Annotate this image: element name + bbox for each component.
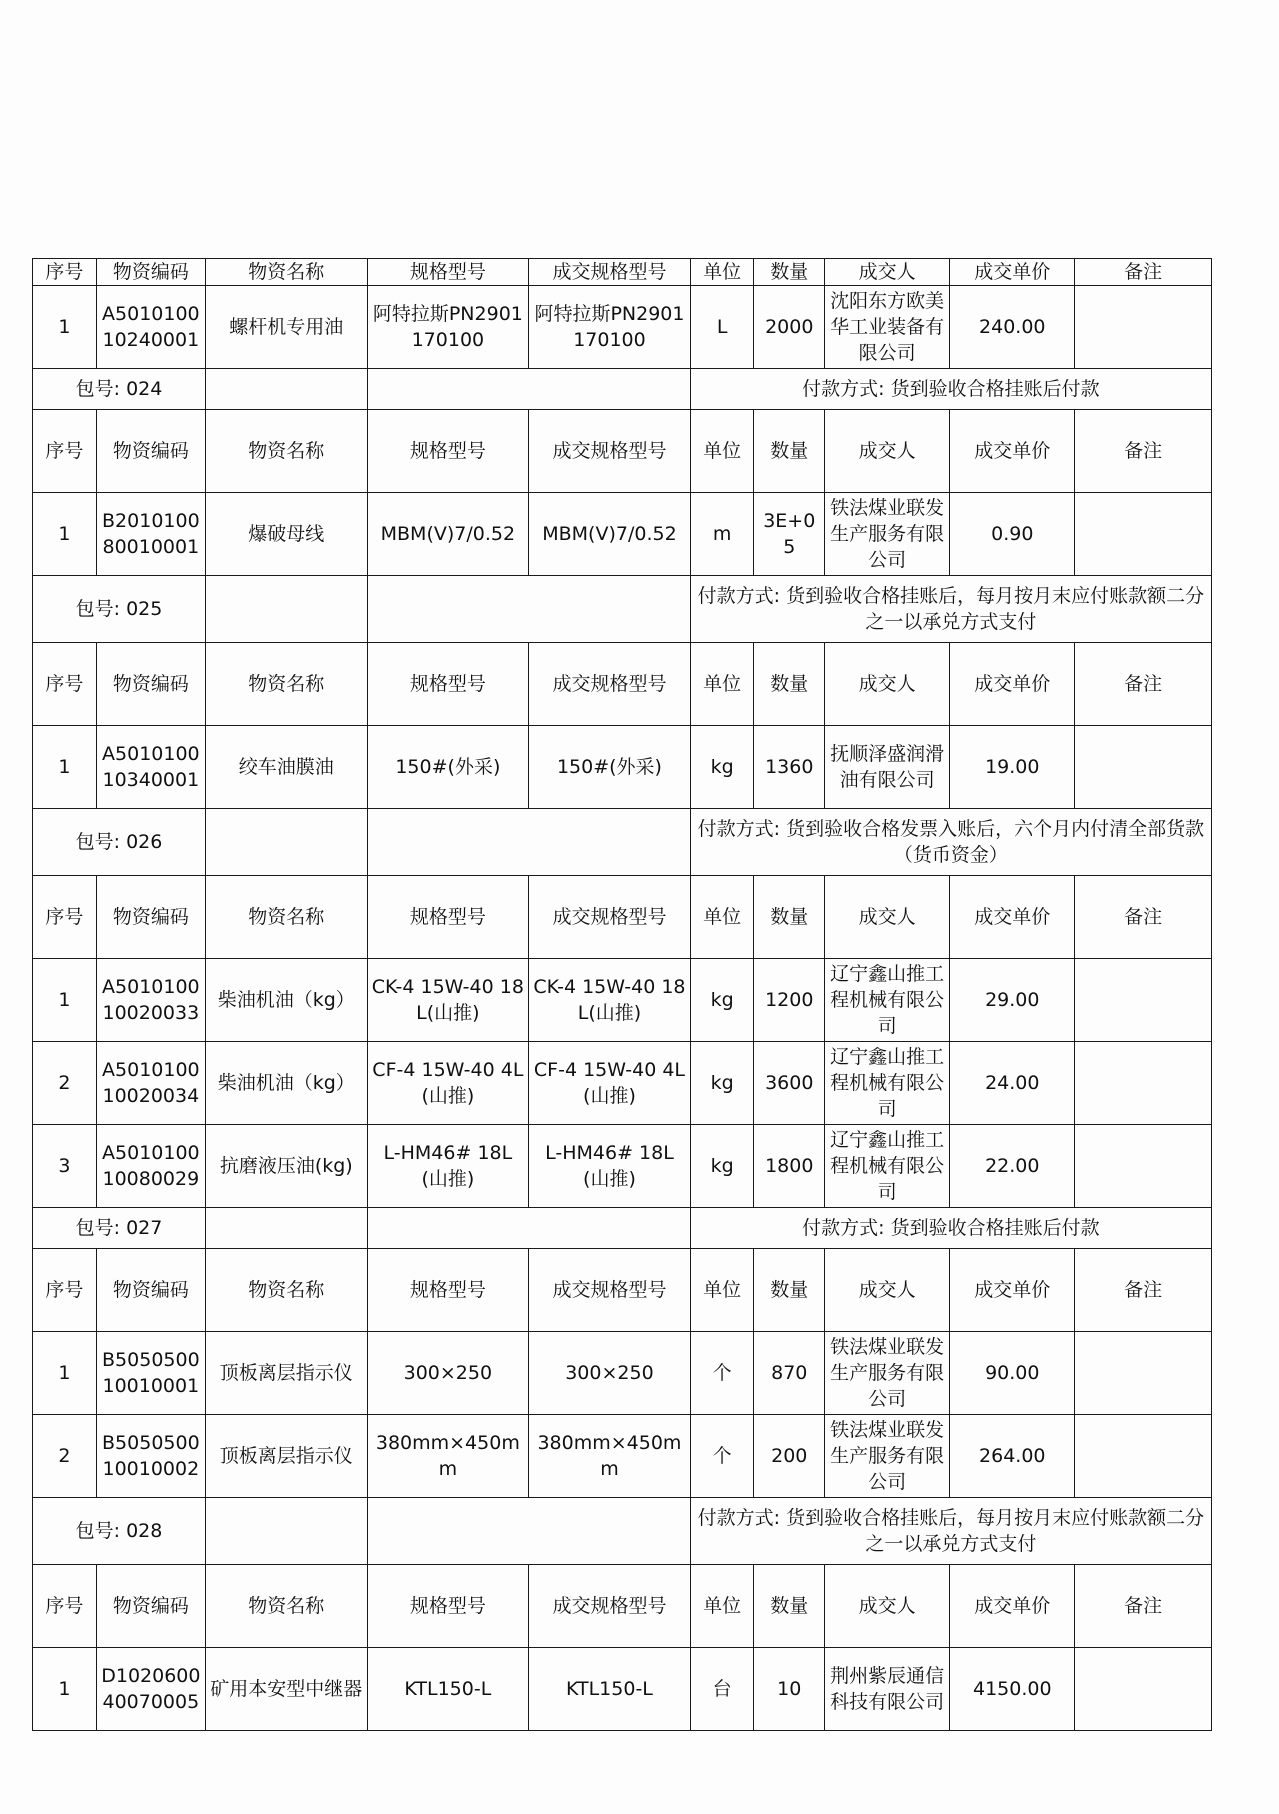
header-cell: 单位	[690, 259, 754, 286]
row-deal-spec: CK-4 15W-40 18L(山推)	[529, 959, 691, 1042]
payment-method: 付款方式: 货到验收合格发票入账后，六个月内付清全部货款（货币资金）	[690, 809, 1211, 876]
row-deal-spec: 380mm×450mm	[529, 1415, 691, 1498]
row-spec: CF-4 15W-40 4L(山推)	[367, 1042, 529, 1125]
header-cell: 数量	[754, 643, 825, 726]
table-row	[33, 1042, 1212, 1125]
header-cell: 序号	[33, 259, 97, 286]
row-code: A501010010340001	[96, 726, 205, 809]
header-cell: 单位	[690, 643, 754, 726]
header-cell: 物资名称	[205, 1249, 367, 1332]
empty-cell	[205, 1208, 367, 1249]
table-row	[33, 1125, 1212, 1208]
row-dealer: 辽宁鑫山推工程机械有限公司	[825, 1042, 950, 1125]
header-cell: 物资编码	[96, 410, 205, 493]
row-code: D102060040070005	[96, 1648, 205, 1731]
row-unit: 个	[690, 1415, 754, 1498]
row-unit: 台	[690, 1648, 754, 1731]
row-note	[1075, 959, 1212, 1042]
row-spec: 150#(外采)	[367, 726, 529, 809]
package-number: 包号: 024	[33, 369, 206, 410]
header-cell: 物资名称	[205, 876, 367, 959]
header-cell: 备注	[1075, 876, 1212, 959]
header-row	[33, 643, 1212, 726]
header-cell: 数量	[754, 1565, 825, 1648]
package-number: 包号: 027	[33, 1208, 206, 1249]
row-spec: MBM(V)7/0.52	[367, 493, 529, 576]
header-cell: 成交规格型号	[529, 410, 691, 493]
row-name: 矿用本安型中继器	[205, 1648, 367, 1731]
row-qty: 1200	[754, 959, 825, 1042]
header-cell: 成交规格型号	[529, 643, 691, 726]
row-deal-spec: 阿特拉斯PN2901170100	[529, 286, 691, 369]
row-qty: 3E+05	[754, 493, 825, 576]
row-deal-spec: MBM(V)7/0.52	[529, 493, 691, 576]
package-row	[33, 576, 1212, 643]
empty-cell	[205, 809, 367, 876]
header-row	[33, 876, 1212, 959]
row-no: 1	[33, 1648, 97, 1731]
header-cell: 数量	[754, 876, 825, 959]
payment-method: 付款方式: 货到验收合格挂账后，每月按月末应付账款额二分之一以承兑方式支付	[690, 1498, 1211, 1565]
header-cell: 规格型号	[367, 876, 529, 959]
table-row	[33, 493, 1212, 576]
header-cell: 成交人	[825, 876, 950, 959]
row-no: 1	[33, 959, 97, 1042]
row-qty: 3600	[754, 1042, 825, 1125]
header-cell: 成交人	[825, 643, 950, 726]
row-price: 0.90	[950, 493, 1075, 576]
empty-cell	[205, 1498, 367, 1565]
header-cell: 备注	[1075, 1565, 1212, 1648]
row-qty: 1360	[754, 726, 825, 809]
header-cell: 成交规格型号	[529, 1249, 691, 1332]
row-code: A501010010240001	[96, 286, 205, 369]
header-cell: 单位	[690, 1565, 754, 1648]
table-row	[33, 1415, 1212, 1498]
row-spec: KTL150-L	[367, 1648, 529, 1731]
header-cell: 物资编码	[96, 259, 205, 286]
header-cell: 成交单价	[950, 1249, 1075, 1332]
header-cell: 物资名称	[205, 643, 367, 726]
row-code: B201010080010001	[96, 493, 205, 576]
row-price: 264.00	[950, 1415, 1075, 1498]
header-cell: 规格型号	[367, 259, 529, 286]
row-no: 1	[33, 726, 97, 809]
header-row	[33, 1565, 1212, 1648]
header-cell: 单位	[690, 876, 754, 959]
header-cell: 规格型号	[367, 643, 529, 726]
row-price: 24.00	[950, 1042, 1075, 1125]
header-cell: 备注	[1075, 410, 1212, 493]
header-cell: 序号	[33, 410, 97, 493]
row-name: 抗磨液压油(kg)	[205, 1125, 367, 1208]
row-dealer: 辽宁鑫山推工程机械有限公司	[825, 959, 950, 1042]
row-price: 19.00	[950, 726, 1075, 809]
header-cell: 序号	[33, 643, 97, 726]
row-name: 顶板离层指示仪	[205, 1332, 367, 1415]
header-cell: 成交人	[825, 1565, 950, 1648]
header-cell: 物资名称	[205, 259, 367, 286]
row-price: 240.00	[950, 286, 1075, 369]
row-name: 爆破母线	[205, 493, 367, 576]
header-cell: 备注	[1075, 1249, 1212, 1332]
clipped-header-row	[33, 259, 1212, 286]
row-name: 顶板离层指示仪	[205, 1415, 367, 1498]
row-note	[1075, 1125, 1212, 1208]
row-note	[1075, 493, 1212, 576]
header-cell: 成交单价	[950, 1565, 1075, 1648]
header-cell: 单位	[690, 410, 754, 493]
row-unit: kg	[690, 726, 754, 809]
header-cell: 物资名称	[205, 410, 367, 493]
row-unit: kg	[690, 1125, 754, 1208]
row-spec: 阿特拉斯PN2901170100	[367, 286, 529, 369]
header-cell: 物资编码	[96, 876, 205, 959]
header-cell: 备注	[1075, 643, 1212, 726]
payment-method: 付款方式: 货到验收合格挂账后付款	[690, 1208, 1211, 1249]
header-cell: 序号	[33, 1249, 97, 1332]
header-cell: 物资编码	[96, 1249, 205, 1332]
row-dealer: 铁法煤业联发生产服务有限公司	[825, 493, 950, 576]
header-cell: 成交规格型号	[529, 1565, 691, 1648]
row-no: 2	[33, 1042, 97, 1125]
row-dealer: 铁法煤业联发生产服务有限公司	[825, 1332, 950, 1415]
row-no: 1	[33, 286, 97, 369]
header-cell: 成交单价	[950, 259, 1075, 286]
row-dealer: 沈阳东方欧美华工业装备有限公司	[825, 286, 950, 369]
empty-cell	[367, 1208, 690, 1249]
row-spec: 300×250	[367, 1332, 529, 1415]
package-row	[33, 809, 1212, 876]
row-no: 1	[33, 493, 97, 576]
row-name: 柴油机油（kg）	[205, 1042, 367, 1125]
row-price: 90.00	[950, 1332, 1075, 1415]
row-deal-spec: CF-4 15W-40 4L(山推)	[529, 1042, 691, 1125]
row-name: 螺杆机专用油	[205, 286, 367, 369]
empty-cell	[205, 369, 367, 410]
empty-cell	[367, 369, 690, 410]
header-cell: 规格型号	[367, 1249, 529, 1332]
row-unit: 个	[690, 1332, 754, 1415]
table-row	[33, 1332, 1212, 1415]
payment-method: 付款方式: 货到验收合格挂账后付款	[690, 369, 1211, 410]
row-price: 29.00	[950, 959, 1075, 1042]
row-code: B505050010010001	[96, 1332, 205, 1415]
row-no: 3	[33, 1125, 97, 1208]
row-note	[1075, 286, 1212, 369]
row-spec: CK-4 15W-40 18L(山推)	[367, 959, 529, 1042]
row-price: 22.00	[950, 1125, 1075, 1208]
header-cell: 成交规格型号	[529, 259, 691, 286]
row-note	[1075, 1415, 1212, 1498]
row-dealer: 荆州紫辰通信科技有限公司	[825, 1648, 950, 1731]
header-cell: 备注	[1075, 259, 1212, 286]
row-spec: 380mm×450mm	[367, 1415, 529, 1498]
header-cell: 成交人	[825, 1249, 950, 1332]
header-cell: 物资名称	[205, 1565, 367, 1648]
row-price: 4150.00	[950, 1648, 1075, 1731]
header-cell: 成交单价	[950, 643, 1075, 726]
row-qty: 2000	[754, 286, 825, 369]
row-deal-spec: 300×250	[529, 1332, 691, 1415]
header-cell: 成交单价	[950, 876, 1075, 959]
header-cell: 数量	[754, 259, 825, 286]
row-unit: kg	[690, 959, 754, 1042]
row-dealer: 铁法煤业联发生产服务有限公司	[825, 1415, 950, 1498]
header-cell: 成交人	[825, 410, 950, 493]
header-cell: 成交单价	[950, 410, 1075, 493]
row-note	[1075, 726, 1212, 809]
header-cell: 序号	[33, 876, 97, 959]
header-cell: 成交规格型号	[529, 876, 691, 959]
package-row	[33, 1498, 1212, 1565]
package-number: 包号: 026	[33, 809, 206, 876]
row-code: A501010010080029	[96, 1125, 205, 1208]
procurement-result-table	[32, 258, 1212, 1731]
row-name: 绞车油膜油	[205, 726, 367, 809]
header-row	[33, 1249, 1212, 1332]
row-qty: 870	[754, 1332, 825, 1415]
empty-cell	[205, 576, 367, 643]
table-row	[33, 286, 1212, 369]
empty-cell	[367, 576, 690, 643]
row-note	[1075, 1648, 1212, 1731]
row-no: 2	[33, 1415, 97, 1498]
header-row	[33, 410, 1212, 493]
header-cell: 物资编码	[96, 643, 205, 726]
package-row	[33, 1208, 1212, 1249]
row-deal-spec: KTL150-L	[529, 1648, 691, 1731]
header-cell: 数量	[754, 410, 825, 493]
header-cell: 成交人	[825, 259, 950, 286]
row-unit: m	[690, 493, 754, 576]
package-number: 包号: 028	[33, 1498, 206, 1565]
header-cell: 规格型号	[367, 410, 529, 493]
row-qty: 10	[754, 1648, 825, 1731]
row-qty: 200	[754, 1415, 825, 1498]
payment-method: 付款方式: 货到验收合格挂账后，每月按月末应付账款额二分之一以承兑方式支付	[690, 576, 1211, 643]
row-dealer: 抚顺泽盛润滑油有限公司	[825, 726, 950, 809]
row-note	[1075, 1332, 1212, 1415]
row-code: A501010010020033	[96, 959, 205, 1042]
empty-cell	[367, 1498, 690, 1565]
header-cell: 规格型号	[367, 1565, 529, 1648]
table-row	[33, 1648, 1212, 1731]
row-no: 1	[33, 1332, 97, 1415]
header-cell: 物资编码	[96, 1565, 205, 1648]
row-unit: L	[690, 286, 754, 369]
row-name: 柴油机油（kg）	[205, 959, 367, 1042]
header-cell: 序号	[33, 1565, 97, 1648]
row-qty: 1800	[754, 1125, 825, 1208]
header-cell: 数量	[754, 1249, 825, 1332]
row-spec: L-HM46# 18L(山推)	[367, 1125, 529, 1208]
package-row	[33, 369, 1212, 410]
row-code: A501010010020034	[96, 1042, 205, 1125]
table-row	[33, 726, 1212, 809]
header-cell: 单位	[690, 1249, 754, 1332]
table-row	[33, 959, 1212, 1042]
package-number: 包号: 025	[33, 576, 206, 643]
row-unit: kg	[690, 1042, 754, 1125]
row-note	[1075, 1042, 1212, 1125]
empty-cell	[367, 809, 690, 876]
row-dealer: 辽宁鑫山推工程机械有限公司	[825, 1125, 950, 1208]
row-deal-spec: 150#(外采)	[529, 726, 691, 809]
row-deal-spec: L-HM46# 18L(山推)	[529, 1125, 691, 1208]
row-code: B505050010010002	[96, 1415, 205, 1498]
